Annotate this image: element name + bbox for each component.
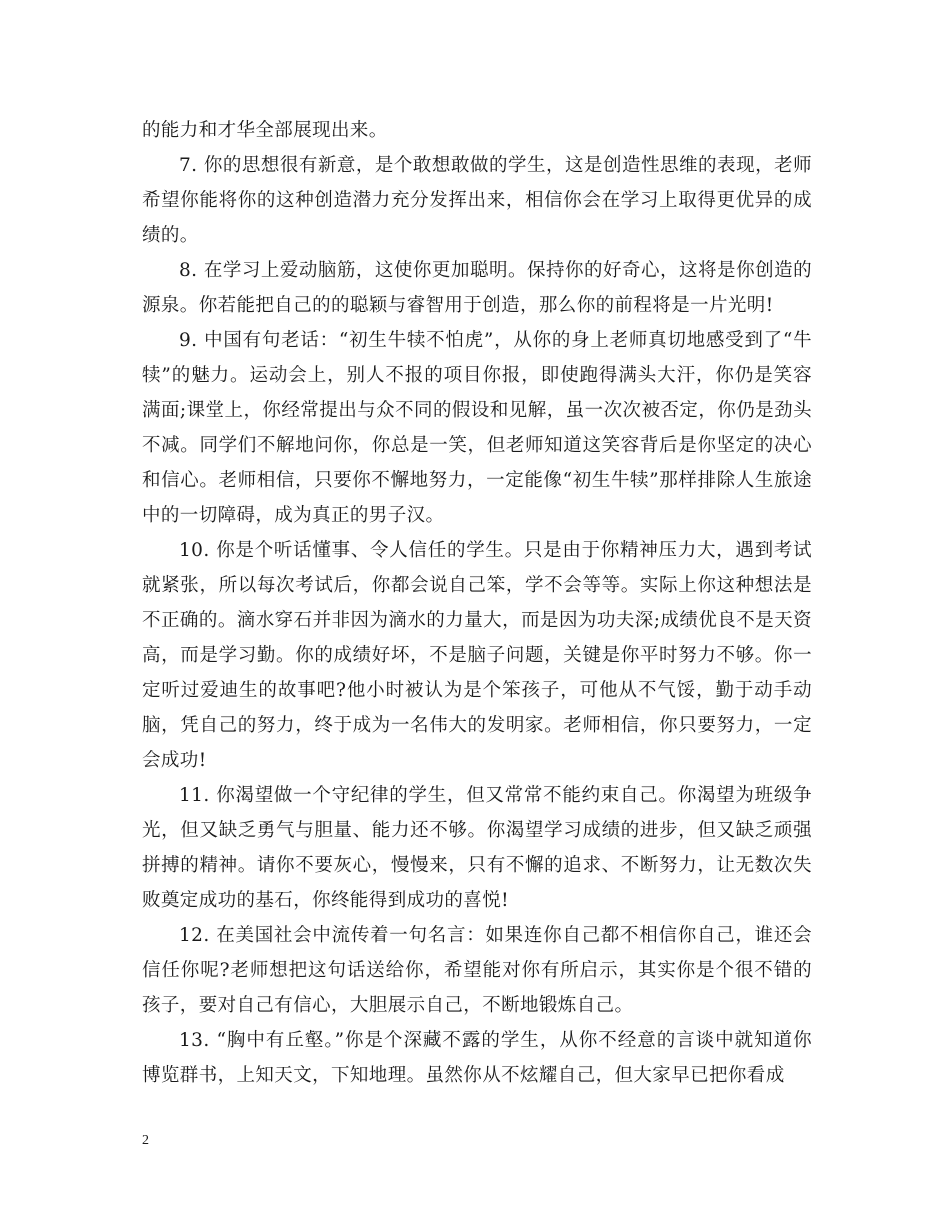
document-body	[142, 113, 812, 1093]
paragraph-item-9: 9. 中国有句老话：“初生牛犊不怕虎”，从你的身上老师真切地感受到了“牛犊”的魅力。运动会上，别人不报的项目你报，即使跑得满头大汗，你仍是笑容满面;课堂上，你经常提出与众不同的假设和见解，虽一次次被否定，你仍是劲头不减。同学们不解地问你，你总是一笑，但老师知道这笑容背后是你坚定的决心和信心。老师相信，只要你不懈地努力，一定能像“初生牛犊”那样排除人生旅途中的一切障碍，成为真正的男子汉。	[142, 330, 812, 526]
paragraph-continuation: 的能力和才华全部展现出来。	[142, 120, 388, 141]
paragraph-item-12: 12. 在美国社会中流传着一句名言：如果连你自己都不相信你自己，谁还会信任你呢?老师想把这句话送给你，希望能对你有所启示，其实你是个很不错的孩子，要对自己有信心，大胆展示自己，不断地锻炼自己。	[142, 925, 812, 1016]
paragraph-item-10: 10. 你是个听话懂事、令人信任的学生。只是由于你精神压力大，遇到考试就紧张，所以每次考试后，你都会说自己笨，学不会等等。实际上你这种想法是不正确的。滴水穿石并非因为滴水的力量大，而是因为功夫深;成绩优良不是天资高，而是学习勤。你的成绩好坏，不是脑子问题，关键是你平时努力不够。你一定听过爱迪生的故事吧?他小时被认为是个笨孩子，可他从不气馁，勤于动手动脑，凭自己的努力，终于成为一名伟大的发明家。老师相信，你只要努力，一定会成功!	[142, 540, 812, 771]
paragraph-item-11: 11. 你渴望做一个守纪律的学生，但又常常不能约束自己。你渴望为班级争光，但又缺乏勇气与胆量、能力还不够。你渴望学习成绩的进步，但又缺乏顽强拼搏的精神。请你不要灰心，慢慢来，只有不懈的追求、不断努力，让无数次失败奠定成功的基石，你终能得到成功的喜悦!	[142, 785, 812, 911]
paragraph-item-7: 7. 你的思想很有新意，是个敢想敢做的学生，这是创造性思维的表现，老师希望你能将你的这种创造潜力充分发挥出来，相信你会在学习上取得更优异的成绩的。	[142, 155, 812, 246]
paragraph-item-8: 8. 在学习上爱动脑筋，这使你更加聪明。保持你的好奇心，这将是你创造的源泉。你若能把自己的的聪颖与睿智用于创造，那么你的前程将是一片光明!	[142, 260, 812, 316]
page-number: 2	[142, 1133, 149, 1148]
paragraph-item-13: 13. “胸中有丘壑。”你是个深藏不露的学生，从你不经意的言谈中就知道你博览群书，上知天文，下知地理。虽然你从不炫耀自己，但大家早已把你看成	[142, 1030, 812, 1086]
